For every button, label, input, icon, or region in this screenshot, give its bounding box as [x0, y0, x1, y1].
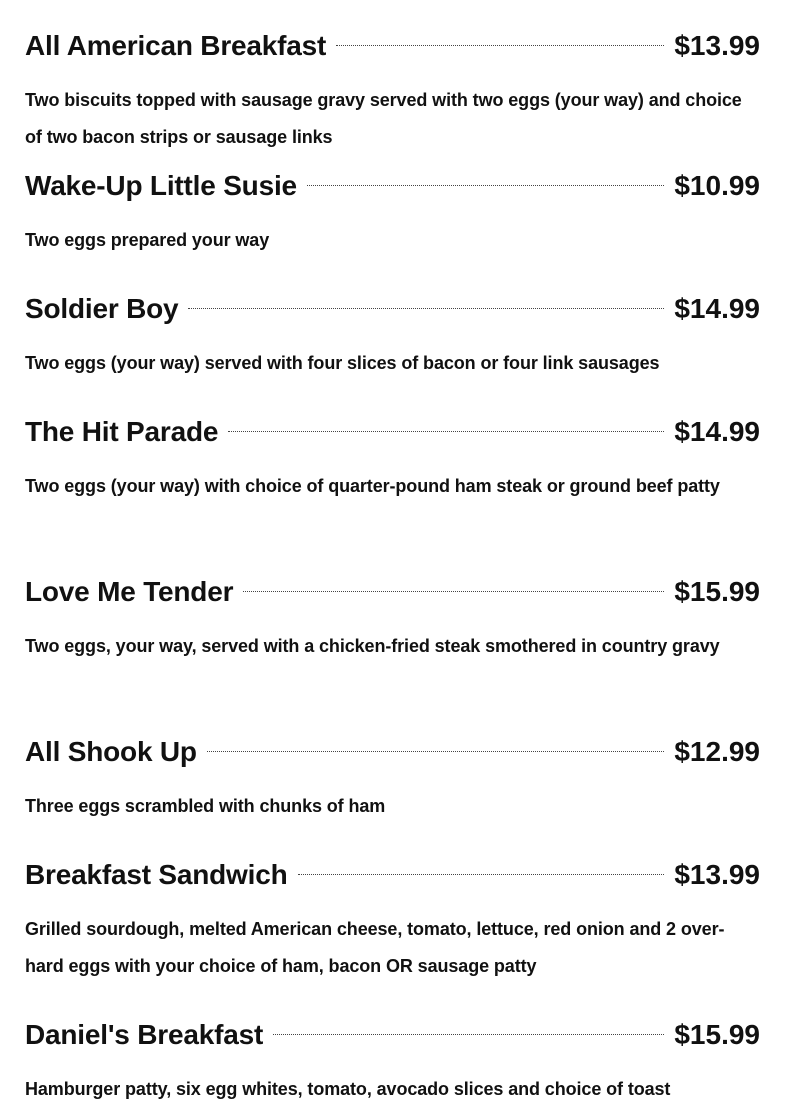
menu-item-description: Two eggs, your way, served with a chicken-fried steak smothered in country gravy — [25, 636, 720, 656]
menu-item-header — [25, 410, 760, 454]
menu-item-header — [25, 287, 760, 331]
dotted-leader — [188, 308, 664, 309]
menu-item-header — [25, 164, 760, 208]
menu-item-description: Two eggs prepared your way — [25, 230, 270, 250]
menu-item-header — [25, 570, 760, 614]
menu-item-price: $15.99 — [674, 576, 760, 607]
menu-item-header — [25, 24, 760, 68]
menu-item-name: Daniel's Breakfast — [25, 1019, 264, 1050]
menu-item-description: Grilled sourdough, melted American cheese, tomato, lettuce, red onion and 2 over-hard eggs with your choice of ham, bacon OR sausage patty — [25, 919, 725, 976]
menu-item-price: $15.99 — [674, 1019, 760, 1050]
menu-item-name: All American Breakfast — [25, 30, 327, 61]
menu-item — [25, 853, 760, 985]
menu-item-name: Breakfast Sandwich — [25, 859, 288, 890]
menu-item-name: Love Me Tender — [25, 576, 234, 607]
dotted-leader — [298, 874, 665, 875]
menu-item — [25, 730, 760, 825]
menu-item-header — [25, 1013, 760, 1057]
dotted-leader — [307, 185, 664, 186]
menu-item — [25, 24, 760, 156]
menu-item — [25, 1013, 760, 1108]
menu-item-description: Two eggs (your way) served with four slices of bacon or four link sausages — [25, 353, 660, 373]
menu-item-description: Two eggs (your way) with choice of quarter-pound ham steak or ground beef patty — [25, 476, 720, 496]
menu-item — [25, 164, 760, 259]
menu-item — [25, 287, 760, 382]
menu-item-header — [25, 853, 760, 897]
menu-item-price: $12.99 — [674, 736, 760, 767]
menu-item-price: $13.99 — [674, 30, 760, 61]
menu-item-name: All Shook Up — [25, 736, 197, 767]
menu-item — [25, 570, 760, 665]
dotted-leader — [243, 591, 664, 592]
menu-item-description: Three eggs scrambled with chunks of ham — [25, 796, 386, 816]
menu-item-name: Soldier Boy — [25, 293, 179, 324]
menu-item-description: Two biscuits topped with sausage gravy served with two eggs (your way) and choice of two bacon strips or sausage links — [25, 90, 742, 147]
menu-item-price: $13.99 — [674, 859, 760, 890]
dotted-leader — [273, 1034, 664, 1035]
menu-item-price: $14.99 — [674, 416, 760, 447]
menu-item-header — [25, 730, 760, 774]
dotted-leader — [228, 431, 664, 432]
menu-item — [25, 410, 760, 505]
menu-item-price: $10.99 — [674, 170, 760, 201]
menu-item-description: Hamburger patty, six egg whites, tomato, avocado slices and choice of toast — [25, 1079, 671, 1099]
dotted-leader — [207, 751, 665, 752]
menu-item-price: $14.99 — [674, 293, 760, 324]
menu-item-name: The Hit Parade — [25, 416, 219, 447]
menu-item-name: Wake-Up Little Susie — [25, 170, 297, 201]
dotted-leader — [336, 45, 664, 46]
